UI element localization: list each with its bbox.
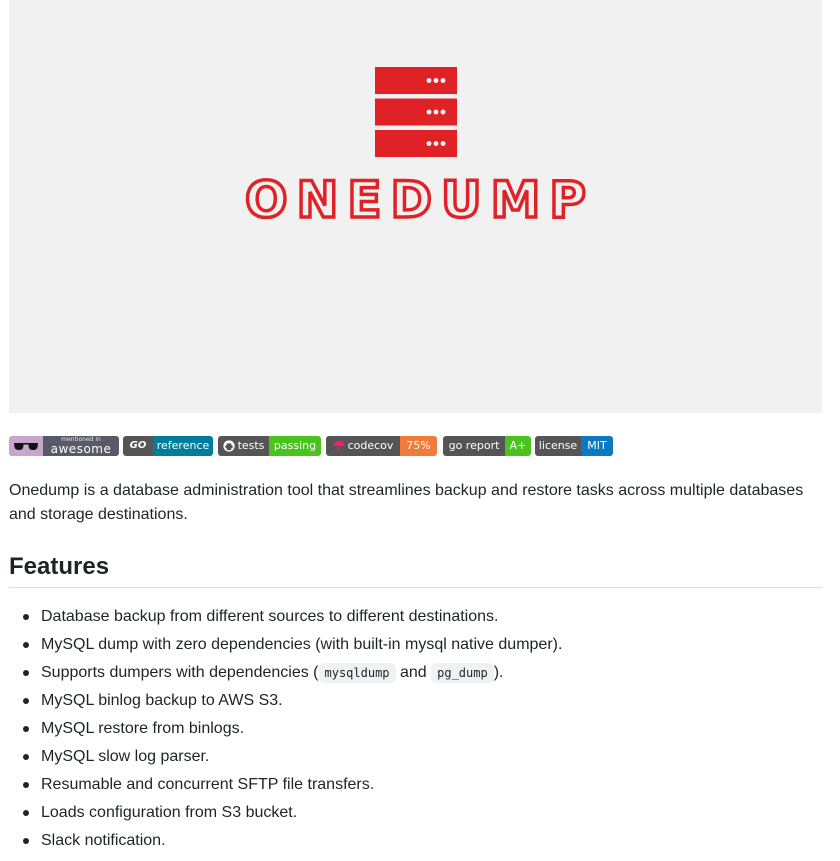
feature-item: MySQL dump with zero dependencies (with built-in mysql native dumper). bbox=[9, 631, 822, 659]
tests-badge-value: passing bbox=[269, 436, 321, 456]
features-heading: Features bbox=[9, 550, 822, 588]
feature-item: Loads configuration from S3 bucket. bbox=[9, 799, 822, 827]
feature-item: MySQL restore from binlogs. bbox=[9, 715, 822, 743]
codecov-umbrella-icon bbox=[333, 440, 345, 452]
awesome-badge-big-text: awesome bbox=[50, 442, 112, 456]
inline-code-mysqldump: mysqldump bbox=[319, 663, 396, 683]
tests-badge-label: tests bbox=[237, 439, 265, 452]
feature-item-text: and bbox=[395, 664, 432, 681]
server-rack-icon bbox=[375, 67, 457, 157]
sunglasses-icon bbox=[9, 436, 43, 456]
feature-item: MySQL slow log parser. bbox=[9, 743, 822, 771]
logo-wordmark: ONEDUMP bbox=[244, 171, 595, 229]
feature-item: Resumable and concurrent SFTP file transfers. bbox=[9, 771, 822, 799]
go-report-badge-label: go report bbox=[443, 436, 505, 456]
awesome-badge[interactable] bbox=[9, 436, 119, 456]
features-list bbox=[9, 603, 822, 855]
go-report-badge-value: A+ bbox=[505, 436, 531, 456]
go-reference-badge-value: reference bbox=[153, 436, 213, 456]
awesome-badge-small-text: mentioned in bbox=[61, 436, 101, 443]
codecov-badge[interactable] bbox=[326, 436, 437, 456]
license-badge-label: license bbox=[535, 436, 581, 456]
codecov-badge-value: 75% bbox=[400, 436, 437, 456]
go-reference-badge[interactable] bbox=[123, 436, 213, 456]
go-report-badge[interactable] bbox=[443, 436, 531, 456]
project-banner bbox=[9, 0, 822, 413]
feature-item-text: ). bbox=[493, 664, 504, 681]
feature-item: MySQL binlog backup to AWS S3. bbox=[9, 687, 822, 715]
codecov-badge-label: codecov bbox=[347, 439, 394, 452]
github-icon bbox=[223, 440, 235, 452]
feature-item-text: Supports dumpers with dependencies ( bbox=[41, 664, 319, 681]
go-reference-badge-label: GO bbox=[123, 436, 153, 456]
feature-item bbox=[9, 659, 822, 687]
license-badge-value: MIT bbox=[581, 436, 613, 456]
feature-item: Slack notification. bbox=[9, 827, 822, 855]
project-description: Onedump is a database administration tool that streamlines backup and restore tasks across multiple databases and storage destinations. bbox=[9, 482, 804, 523]
license-badge[interactable] bbox=[535, 436, 613, 456]
feature-item: Database backup from different sources to different destinations. bbox=[9, 603, 822, 631]
inline-code-pg-dump: pg_dump bbox=[431, 663, 494, 683]
tests-badge[interactable] bbox=[218, 436, 321, 456]
